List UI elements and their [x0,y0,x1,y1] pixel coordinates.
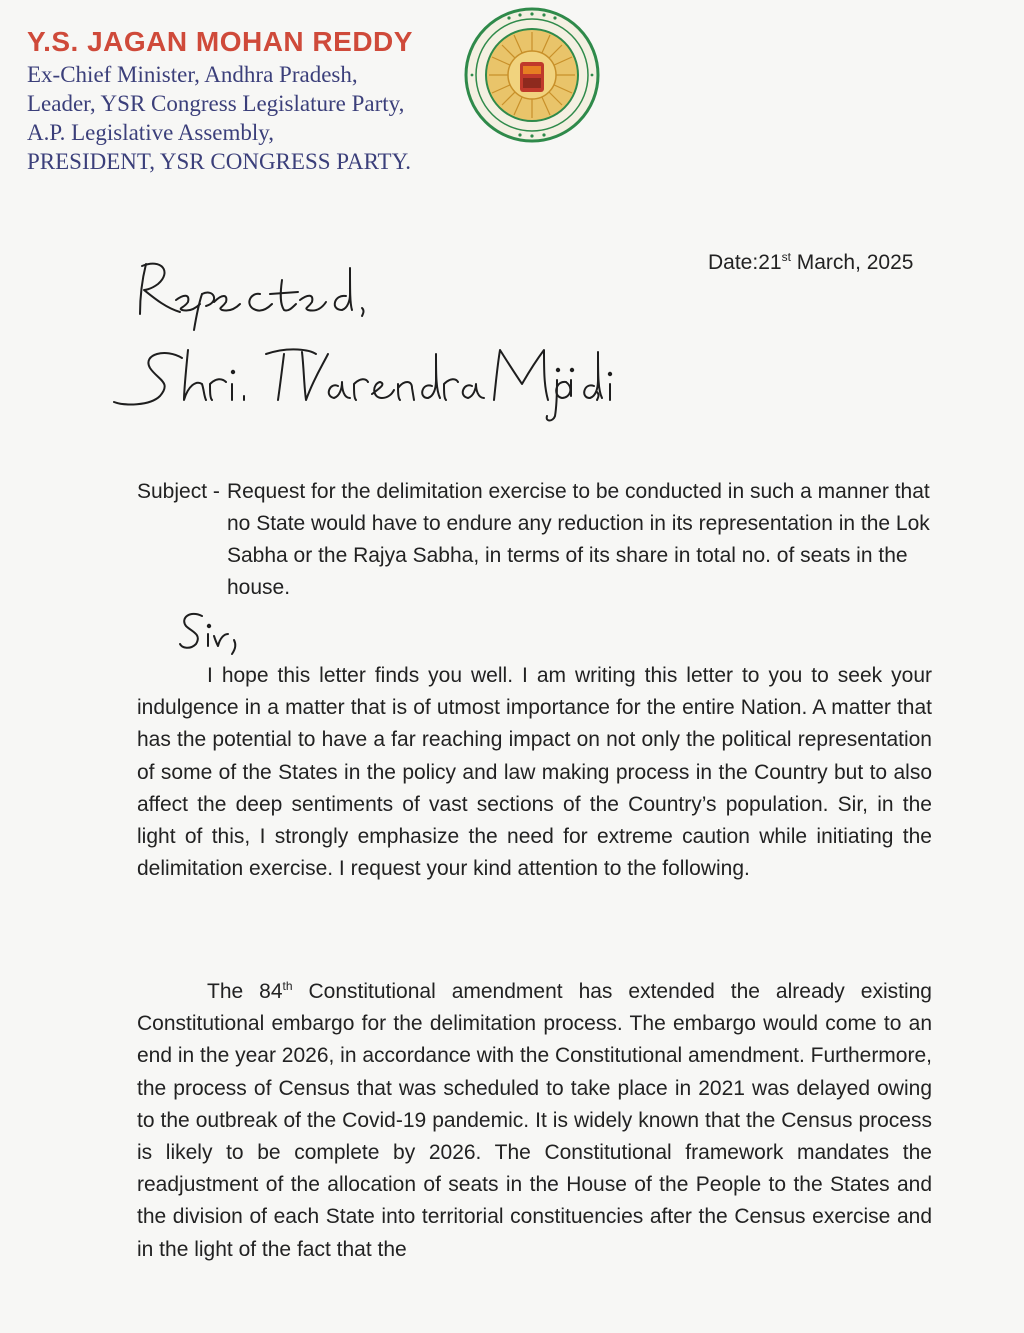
handwritten-ji-icon [545,362,625,432]
body-paragraph-1: I hope this letter finds you well. I am writing this letter to you to seek your indulgence in a matter that is of utmost importance for the entire Nation. A matter that has the potential to have a far reaching impact on not only the political representation of some of the States in the policy and law making process in the Country but to also affect the deep sentiments of vast sections of the Country’s population. Sir, in the light of this, I strongly emphasize the need for extreme caution while initiating the delimitation exercise. I request your kind attention to the following. [137,664,932,881]
handwritten-sir-icon [178,608,268,658]
letterhead-line-4: PRESIDENT, YSR CONGRESS PARTY. [27,149,411,174]
subject-text: Request for the delimitation exercise to be conducted in such a manner that no State would have to endure any reduction in its representation in the Lok Sabha or the Rajya Sabha, in terms of its share in total no. of seats in the house. [227,480,930,599]
state-emblem-icon [462,2,602,148]
letter-date: Date:21st March, 2025 [708,250,914,274]
letterhead-name: Y.S. JAGAN MOHAN REDDY [27,26,413,57]
body-paragraph-2: The 84th Constitutional amendment has extended the already existing Constitutional embargo for the delimitation process. The embargo would come to an end in the year 2026, in accordance with the Constitutional amendment. Furthermore, the process of Census that was scheduled to take place in 2021 was delayed owing to the outbreak of the Covid-19 pandemic. It is widely known that the Census process is likely to be complete by 2026. The Constitutional framework mandates the readjustment of the allocation of seats in the House of the People to the States and the division of each State into territorial constituencies after the Census exercise and in the light of the fact that the [137,979,932,1261]
subject-block [137,476,937,604]
subject-label: Subject - [137,480,220,503]
letterhead-line-3: A.P. Legislative Assembly, [27,120,275,145]
letterhead-line-1: Ex-Chief Minister, Andhra Pradesh, [27,62,358,87]
letterhead-line-2: Leader, YSR Congress Legislature Party, [27,91,405,116]
